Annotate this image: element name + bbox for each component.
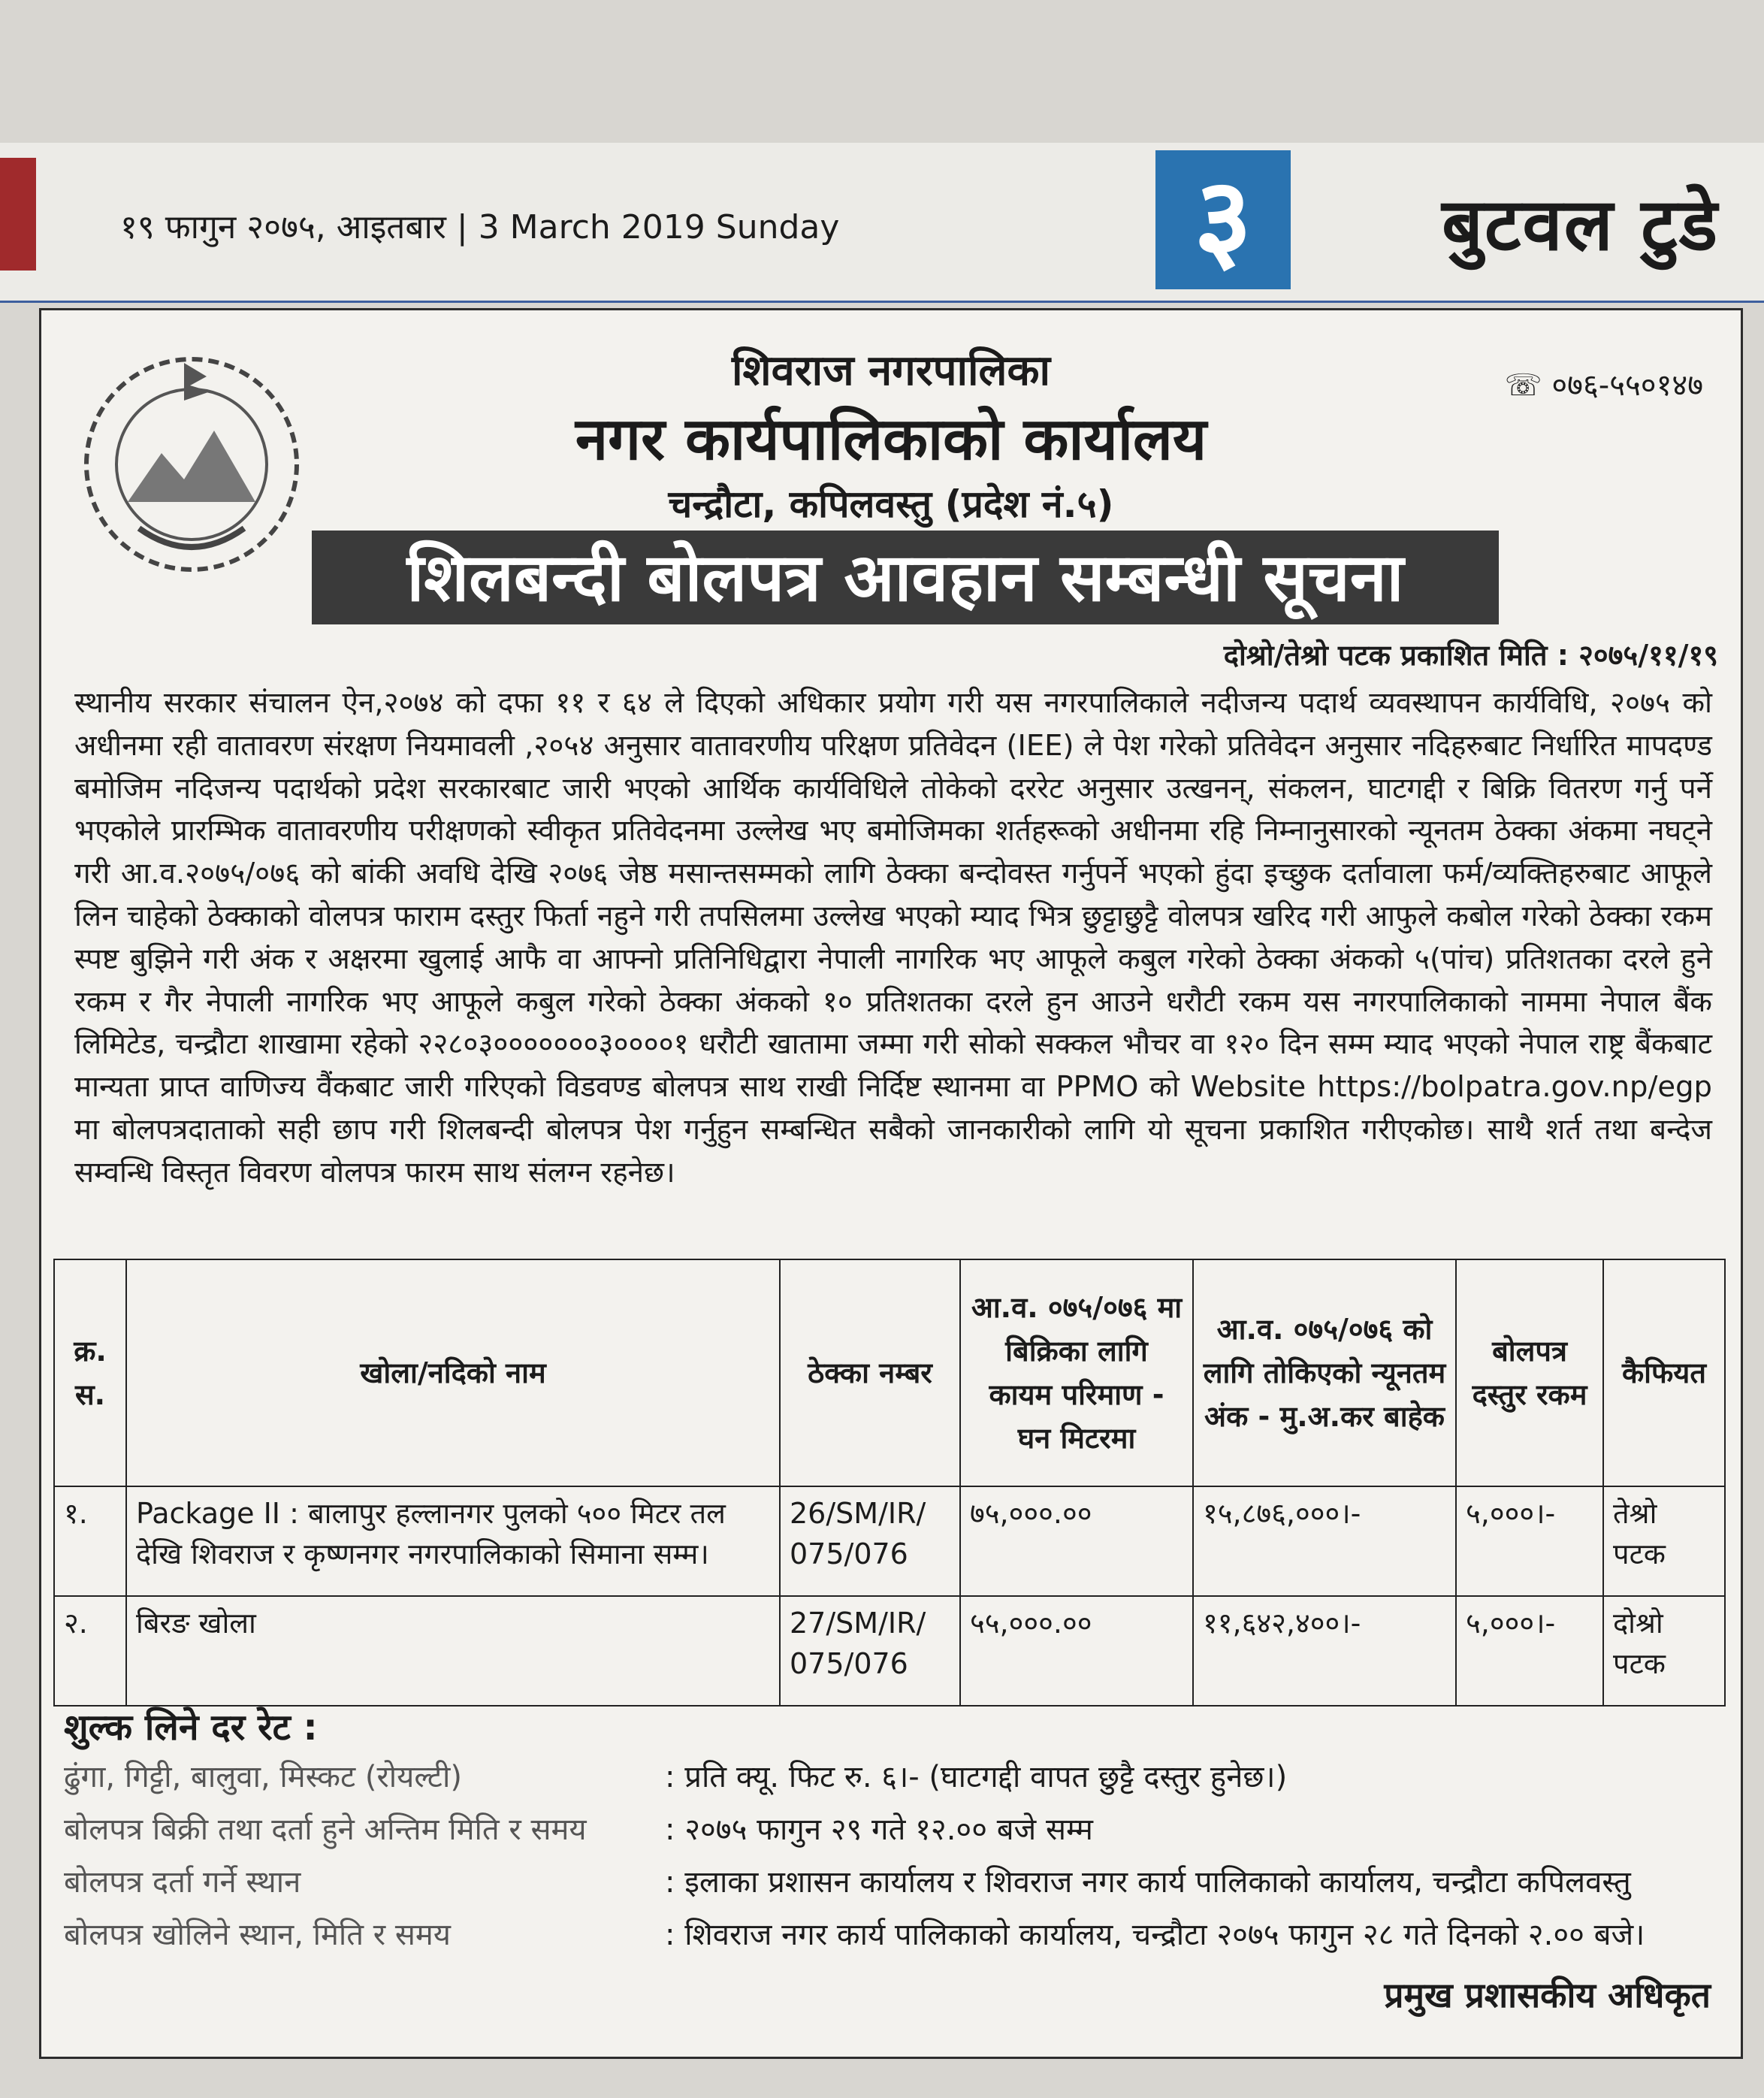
tender-notice [39,308,1743,2059]
notice-body: स्थानीय सरकार संचालन ऐन,२०७४ को दफा ११ र ६४ ले दिएको अधिकार प्रयोग गरी यस नगरपालिकाले नदीजन्य पदार्थ व्यवस्थापन कार्यविधि, २०७५ को अधीनमा रही वातावरण संरक्षण नियमावली ,२०५४ अनुसार वातावरणीय परिक्षण प्रतिवेदन (IEE) ले पेश गरेको प्रतिवेदन अनुसार नदिहरुबाट निर्धारित मापदण्ड बमोजिम नदिजन्य पदार्थको प्रदेश सरकारबाट जारी भएको आर्थिक कार्यविधिले तोकेको दररेट अनुसार उत्खनन्, संकलन, घाटगद्दी र बिक्रि वितरण गर्नु पर्ने भएकोले प्रारम्भिक वातावरणीय परीक्षणको स्वीकृत प्रतिवेदनमा उल्लेख भए बमोजिमका शर्तहरूको अधीनमा रहि निम्नानुसारको न्यूनतम ठेक्का अंकमा नघट्ने गरी आ.व.२०७५/०७६ को बांकी अवधि देखि २०७६ जेष्ठ मसान्तसम्मको लागि ठेक्का बन्दोवस्त गर्नुपर्ने भएको हुंदा इच्छुक दर्तावाला फर्म/व्यक्तिहरुबाट आफूले लिन चाहेको ठेक्काको वोलपत्र फाराम दस्तुर फिर्ता नहुने गरी तपसिलमा उल्लेख भएको म्याद भित्र छुट्टाछुट्टै वोलपत्र खरिद गरी आफुले कबोल गरेको ठेक्का रकम स्पष्ट बुझिने गरी अंक र अक्षरमा खुलाई आफै वा आफ्नो प्रतिनिधिद्वारा नेपाली नागरिक भए आफूले कबुल गरेको ठेक्का अंकको ५(पांच) प्रतिशतका दरले हुने रकम र गैर नेपाली नागरिक भए आफूले कबुल गरेको ठेक्का अंकको १० प्रतिशतका दरले हुन आउने धरौटी रकम यस नगरपालिकाको नाममा नेपाल बैंक लिमिटेड, चन्द्रौटा शाखामा रहेको २२८०३०००००००३००००१ धरौटी खातामा जम्मा गरी सोको सक्कल भौचर वा १२० दिन सम्म म्याद भएको नेपाल राष्ट्र बैंकबाट मान्यता प्राप्त वाणिज्य वैंकबाट जारी गरिएको विडवण्ड बोलपत्र साथ राखी निर्दिष्ट स्थानमा वा PPMO को Website https://bolpatra.gov.np/egp मा बोलपत्रदाताको सही छाप गरी शिलबन्दी बोलपत्र पेश गर्नुहुन सम्बन्धित सबैको जानकारीको लागि यो सूचना प्रकाशित गरीएकोछ। साथै शर्त तथा बन्देज सम्वन्धि विस्तृत विवरण वोलपत्र फारम साथ संलग्न रहनेछ। [74,686,1712,1190]
paper-name: बुटवल टुडे [1442,183,1719,267]
fee-value: : प्रति क्यू. फिट रु. ६।- (घाटगद्दी वापत छुट्टै दस्तुर हुनेछ।) [665,1760,1288,1794]
cell-min-amount: ११,६४२,४००।- [1193,1596,1456,1706]
office-name: नगर कार्यपालिकाको कार्यालय [575,406,1207,473]
cell-min-amount: १५,८७६,०००।- [1193,1486,1456,1596]
col-header-sn: क्र. स. [54,1259,126,1486]
newspaper-masthead [0,143,1764,303]
fee-value: : २०७५ फागुन २९ गते १२.०० बजे सम्म [665,1812,1093,1847]
cell-sn: १. [54,1486,126,1596]
col-header-quantity: आ.व. ०७५/०७६ मा बिक्रिका लागि कायम परिमाण - घन मिटरमा [960,1259,1193,1486]
fee-value: : इलाका प्रशासन कार्यालय र शिवराज नगर कार्य पालिकाको कार्यालय, चन्द्रौटा कपिलवस्तु [665,1865,1631,1900]
cell-quantity: ५५,०००.०० [960,1596,1193,1706]
office-address: चन्द्रौटा, कपिलवस्तु (प्रदेश नं.५) [668,482,1114,526]
fee-rate-title: शुल्क लिने दर रेट : [64,1707,318,1749]
fee-value: : शिवराज नगर कार्य पालिकाको कार्यालय, चन्द्रौटा २०७५ फागुन २८ गते दिनको २.०० बजे। [665,1918,1645,1952]
color-tab [0,158,36,271]
fee-label: बोलपत्र खोलिने स्थान, मिति र समय [64,1918,452,1952]
table-row [54,1486,1725,1596]
municipality-name: शिवराज नगरपालिका [732,346,1050,395]
fee-label: बोलपत्र बिक्री तथा दर्ता हुने अन्तिम मिति र समय [64,1812,587,1847]
cell-contract-no: 27/SM/IR/ 075/076 [780,1596,960,1706]
col-header-min-amount: आ.व. ०७५/०७६ को लागि तोकिएको न्यूनतम अंक - मु.अ.कर बाहेक [1193,1259,1456,1486]
notice-title-banner: शिलबन्दी बोलपत्र आवहान सम्बन्धी सूचना [312,531,1499,624]
col-header-river: खोला/नदिको नाम [126,1259,780,1486]
phone-number: ☏ ०७६-५५०१४७ [1504,368,1703,403]
dateline: १९ फागुन २०७५, आइतबार | 3 March 2019 Sunday [120,208,840,246]
publish-date: दोश्रो/तेश्रो पटक प्रकाशित मिति : २०७५/११/१९ [1223,639,1718,672]
cell-remarks: दोश्रो पटक [1603,1596,1725,1706]
col-header-contract-no: ठेक्का नम्बर [780,1259,960,1486]
cell-remarks: तेश्रो पटक [1603,1486,1725,1596]
fee-label: बोलपत्र दर्ता गर्ने स्थान [64,1865,301,1900]
page-number: ३ [1155,150,1291,289]
signatory-title: प्रमुख प्रशासकीय अधिकृत [1384,1975,1711,2015]
cell-river: Package II : बालापुर हल्लानगर पुलको ५०० मिटर तल देखि शिवराज र कृष्णनगर नगरपालिकाको सिमाना सम्म। [126,1486,780,1596]
col-header-fee: बोलपत्र दस्तुर रकम [1456,1259,1603,1486]
tender-table [53,1259,1726,1707]
fee-label: ढुंगा, गिट्टी, बालुवा, मिस्कट (रोयल्टी) [64,1760,462,1794]
cell-contract-no: 26/SM/IR/ 075/076 [780,1486,960,1596]
col-header-remarks: कैफियत [1603,1259,1725,1486]
cell-sn: २. [54,1596,126,1706]
cell-river: बिरङ खोला [126,1596,780,1706]
cell-fee: ५,०००।- [1456,1596,1603,1706]
table-row [54,1596,1725,1706]
cell-fee: ५,०००।- [1456,1486,1603,1596]
cell-quantity: ७५,०००.०० [960,1486,1193,1596]
table-header-row [54,1259,1725,1486]
